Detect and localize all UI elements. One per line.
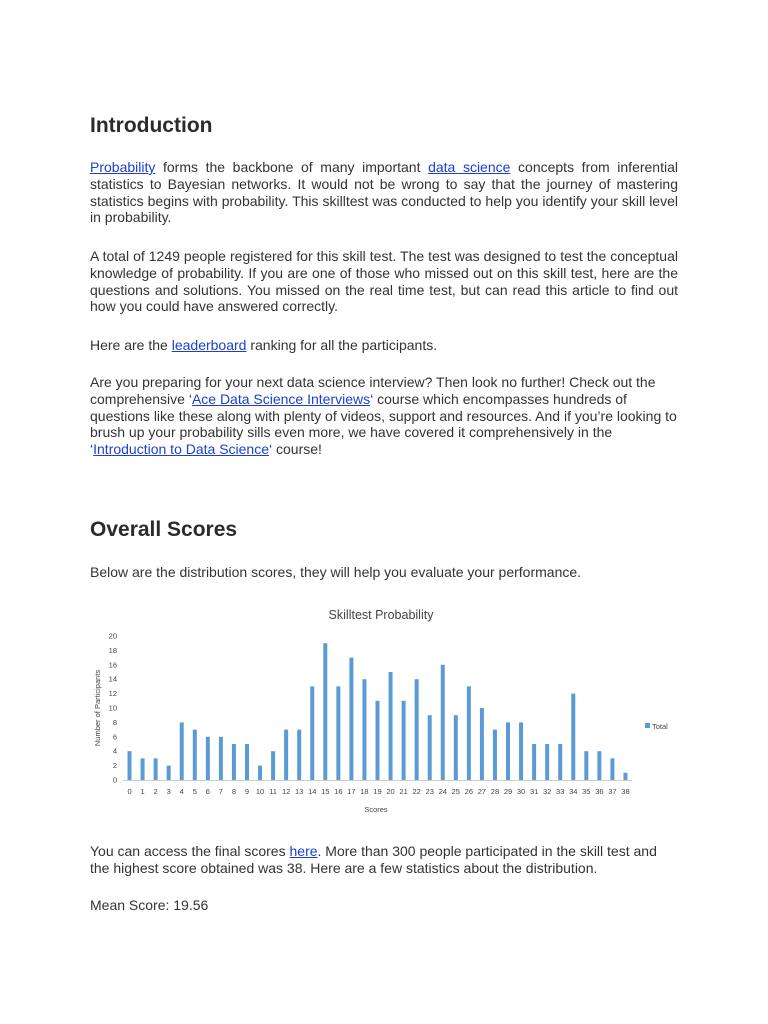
x-tick-label: 5 <box>192 787 197 796</box>
bar <box>623 773 627 780</box>
bar <box>467 686 471 780</box>
bar <box>610 758 614 780</box>
ace-data-science-interviews-link[interactable]: Ace Data Science Interviews <box>191 390 371 407</box>
x-tick-label: 22 <box>412 787 421 796</box>
leaderboard-link[interactable]: leaderboard <box>171 337 247 353</box>
x-tick-label: 10 <box>255 787 265 796</box>
final-scores-here-link[interactable]: here <box>289 843 318 859</box>
x-tick-label: 18 <box>360 787 369 796</box>
bar <box>532 744 536 780</box>
x-tick-label: 23 <box>425 787 434 796</box>
bar <box>271 751 275 780</box>
bar <box>480 708 484 780</box>
score-distribution-chart <box>88 598 688 820</box>
bar <box>362 679 366 780</box>
bar <box>402 701 406 780</box>
bar <box>506 722 510 780</box>
x-tick-label: 27 <box>477 787 487 796</box>
bar <box>284 730 288 780</box>
y-tick-label: 8 <box>112 717 117 727</box>
bar <box>415 679 419 780</box>
y-tick-label: 10 <box>108 703 117 713</box>
bar <box>493 730 497 780</box>
y-tick-label: 20 <box>108 631 117 641</box>
bar <box>297 730 301 780</box>
probability-link[interactable]: Probability <box>90 159 156 175</box>
intro-paragraph-1 <box>90 159 678 226</box>
bar <box>349 658 353 780</box>
bar <box>584 751 588 780</box>
x-tick-label: 25 <box>451 787 460 796</box>
intro-p4-text-3: ‘ course! <box>269 441 322 458</box>
bar <box>597 751 601 780</box>
intro-p4-text-1: Are you preparing for your next data science interview? Then look no further! Check out the comprehensive ‘ <box>90 374 656 407</box>
intro-p1-text-1: forms the backbone of many important <box>155 159 429 175</box>
bar <box>219 737 223 780</box>
intro-paragraph-4 <box>90 374 678 458</box>
chart-bars <box>128 643 628 780</box>
x-tick-label: 9 <box>244 787 250 796</box>
scores-p2-text-1: You can access the final scores <box>90 843 290 859</box>
bar <box>141 758 145 780</box>
x-tick-label: 2 <box>153 787 158 796</box>
bar <box>454 715 458 780</box>
bar <box>245 744 249 780</box>
mean-score-text: Mean Score: 19.56 <box>90 897 209 913</box>
x-tick-label: 20 <box>386 787 395 796</box>
x-tick-label: 16 <box>334 787 343 796</box>
x-tick-label: 4 <box>179 787 184 796</box>
x-tick-label: 34 <box>569 787 578 796</box>
x-tick-label: 24 <box>438 787 447 796</box>
bar <box>193 730 197 780</box>
x-tick-label: 17 <box>347 787 356 796</box>
chart-legend <box>645 722 668 731</box>
x-tick-label: 21 <box>399 787 408 796</box>
bar <box>128 751 132 780</box>
bar <box>167 766 171 780</box>
x-tick-label: 35 <box>582 787 591 796</box>
y-tick-label: 16 <box>108 660 117 670</box>
bar <box>323 643 327 780</box>
x-tick-label: 26 <box>464 787 474 796</box>
introduction-to-data-science-link[interactable]: Introduction to Data Science <box>93 441 270 458</box>
bar <box>232 744 236 780</box>
bar <box>558 744 562 780</box>
y-tick-label: 6 <box>112 732 117 742</box>
y-axis-ticks <box>109 632 117 785</box>
x-tick-label: 13 <box>295 787 304 796</box>
x-tick-label: 32 <box>542 787 552 796</box>
x-tick-label: 33 <box>556 787 565 796</box>
y-tick-label: 0 <box>112 775 117 785</box>
bar <box>545 744 549 780</box>
chart-svg <box>88 598 688 820</box>
bar <box>180 722 184 780</box>
bar <box>441 665 445 780</box>
x-tick-label: 19 <box>373 787 382 796</box>
y-tick-label: 4 <box>112 746 117 756</box>
x-tick-label: 29 <box>503 787 513 796</box>
legend-label: Total <box>652 722 668 731</box>
x-tick-label: 28 <box>490 787 500 796</box>
bar <box>389 672 393 780</box>
intro-p1-text-2: concepts from inferential statistics to Bayesian networks. It would not be wrong to say that the journey of mastering statistics begins with probability. This skilltest was conducted to help you identify your skill level in probability. <box>90 159 678 226</box>
data-science-link[interactable]: data science <box>428 159 511 175</box>
bar <box>376 701 380 780</box>
x-tick-label: 14 <box>308 787 317 796</box>
x-tick-label: 30 <box>516 787 526 796</box>
x-axis-ticks <box>127 787 629 796</box>
x-tick-label: 15 <box>321 787 330 796</box>
x-tick-label: 38 <box>621 787 630 796</box>
x-tick-label: 12 <box>281 787 291 796</box>
introduction-heading: Introduction <box>90 114 213 137</box>
x-tick-label: 37 <box>608 787 617 796</box>
intro-p4-text-2: ‘ course which encompasses hundreds of questions like these along with plenty of videos, support and resources. And if you’re looking to brush up your probability sills even more, we have covered it comprehensively in the ‘ <box>90 390 677 458</box>
x-tick-label: 31 <box>529 787 539 796</box>
bar <box>336 686 340 780</box>
bar <box>519 722 523 780</box>
legend-swatch <box>645 723 650 728</box>
bar <box>428 715 432 780</box>
y-tick-label: 18 <box>108 645 117 655</box>
bar <box>154 758 158 780</box>
overall-scores-heading: Overall Scores <box>90 518 238 541</box>
y-tick-label: 2 <box>112 761 117 771</box>
scores-paragraph-1: Below are the distribution scores, they will help you evaluate your performance. <box>90 564 582 580</box>
scores-p2-text-2: . More than 300 people participated in the skill test and the highest score obtained was 38. Here are a few statistics about the distribution. <box>90 843 657 876</box>
x-tick-label: 11 <box>269 787 277 796</box>
intro-paragraph-3 <box>90 337 678 354</box>
intro-p3-text-1: Here are the <box>90 337 172 353</box>
x-axis-label: Scores <box>364 805 388 814</box>
x-tick-label: 1 <box>140 787 145 796</box>
bar <box>310 686 314 780</box>
x-tick-label: 8 <box>231 787 237 796</box>
x-tick-label: 0 <box>127 787 132 796</box>
y-axis-label: Number of Participants <box>93 669 102 747</box>
y-tick-label: 12 <box>108 689 117 699</box>
bar <box>258 766 262 780</box>
chart-title: Skilltest Probability <box>328 608 434 622</box>
bar <box>571 694 575 780</box>
x-tick-label: 36 <box>595 787 604 796</box>
bar <box>206 737 210 780</box>
intro-paragraph-2: A total of 1249 people registered for this skill test. The test was designed to test the conceptual knowledge of probability. If you are one of those who missed out on this skill test, here are the questions and solutions. You missed on the real time test, but can read this article to find out how you could have answered correctly. <box>90 248 678 315</box>
y-tick-label: 14 <box>108 674 117 684</box>
x-tick-label: 3 <box>166 787 171 796</box>
x-tick-label: 7 <box>218 787 223 796</box>
scores-paragraph-2 <box>90 843 678 877</box>
intro-p3-text-2: ranking for all the participants. <box>246 337 438 353</box>
x-tick-label: 6 <box>205 787 210 796</box>
